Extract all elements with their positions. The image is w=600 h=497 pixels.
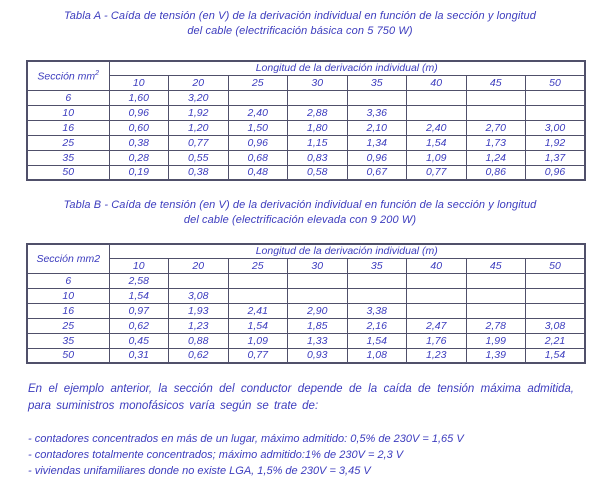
length-column-value-header: 20 — [169, 75, 229, 90]
bullet-line: - contadores totalmente concentrados; máximo admitido:1% de 230V = 2,3 V — [28, 449, 404, 461]
table-row — [27, 273, 585, 288]
table-a-title-line2: del cable (electrificación básica con 5 750 W) — [187, 25, 413, 37]
voltage-drop-cell: 2,78 — [466, 318, 526, 333]
voltage-drop-cell — [466, 273, 526, 288]
voltage-drop-cell — [347, 90, 407, 105]
section-cell: 50 — [27, 348, 109, 363]
voltage-drop-cell — [407, 273, 467, 288]
voltage-drop-cell — [228, 288, 288, 303]
table-row — [27, 135, 585, 150]
section-cell: 16 — [27, 303, 109, 318]
section-cell: 6 — [27, 273, 109, 288]
voltage-drop-cell — [347, 273, 407, 288]
voltage-drop-cell — [288, 288, 348, 303]
voltage-drop-cell: 1,09 — [407, 150, 467, 165]
voltage-drop-cell — [526, 273, 586, 288]
voltage-drop-cell: 2,40 — [407, 120, 467, 135]
section-cell: 25 — [27, 318, 109, 333]
table-b-body — [27, 273, 585, 363]
voltage-drop-cell — [407, 105, 467, 120]
voltage-drop-cell: 2,41 — [228, 303, 288, 318]
length-column-value-header: 10 — [109, 258, 169, 273]
voltage-drop-cell: 0,38 — [169, 165, 229, 180]
voltage-drop-cell: 1,54 — [228, 318, 288, 333]
voltage-drop-cell: 0,96 — [347, 150, 407, 165]
length-column-value-header: 40 — [407, 75, 467, 90]
table-a-title — [0, 0, 600, 39]
voltage-drop-cell: 1,76 — [407, 333, 467, 348]
table-row — [27, 288, 585, 303]
voltage-drop-cell: 1,85 — [288, 318, 348, 333]
table-row — [27, 150, 585, 165]
voltage-drop-cell — [526, 288, 586, 303]
length-column-value-header: 30 — [288, 258, 348, 273]
voltage-drop-cell: 1,50 — [228, 120, 288, 135]
section-header-sup: 2 — [95, 69, 100, 77]
length-column-value-header: 35 — [347, 75, 407, 90]
voltage-drop-cell: 3,36 — [347, 105, 407, 120]
voltage-drop-cell: 1,34 — [347, 135, 407, 150]
voltage-drop-cell: 1,54 — [347, 333, 407, 348]
voltage-drop-cell: 3,00 — [526, 120, 586, 135]
voltage-drop-cell — [228, 273, 288, 288]
voltage-drop-cell: 1,54 — [407, 135, 467, 150]
voltage-drop-cell: 3,08 — [526, 318, 586, 333]
length-column-value-header: 25 — [228, 258, 288, 273]
length-column-value-header: 45 — [466, 75, 526, 90]
voltage-drop-cell: 0,86 — [466, 165, 526, 180]
table-b-header-row1 — [27, 244, 585, 258]
voltage-drop-cell: 0,93 — [288, 348, 348, 363]
notes-paragraph: En el ejemplo anterior, la sección del conductor depende de la caída de tensión máxima admitida, para suministros monofásicos varía según se trate de: — [28, 383, 574, 412]
voltage-drop-cell — [526, 105, 586, 120]
table-b-title-line1: Tabla B - Caída de tensión (en V) de la derivación individual en función de la sección y longitud — [63, 199, 537, 211]
length-column-header: Longitud de la derivación individual (m) — [109, 244, 585, 258]
voltage-drop-cell: 2,10 — [347, 120, 407, 135]
section-column-header — [27, 61, 109, 90]
table-a-body — [27, 90, 585, 180]
section-header-label: Sección mm2 — [36, 252, 101, 265]
voltage-drop-cell: 2,58 — [109, 273, 169, 288]
voltage-drop-cell: 0,60 — [109, 120, 169, 135]
voltage-drop-cell: 0,58 — [288, 165, 348, 180]
table-a — [26, 60, 586, 181]
voltage-drop-cell: 1,39 — [466, 348, 526, 363]
section-cell: 10 — [27, 288, 109, 303]
section-cell: 35 — [27, 333, 109, 348]
voltage-drop-cell: 0,67 — [347, 165, 407, 180]
voltage-drop-cell: 0,62 — [169, 348, 229, 363]
table-row — [27, 318, 585, 333]
table-row — [27, 90, 585, 105]
length-column-value-header: 45 — [466, 258, 526, 273]
voltage-drop-cell: 1,60 — [109, 90, 169, 105]
length-column-value-header: 35 — [347, 258, 407, 273]
table-row — [27, 105, 585, 120]
voltage-drop-cell: 0,77 — [407, 165, 467, 180]
table-b — [26, 243, 586, 364]
voltage-drop-cell — [169, 273, 229, 288]
voltage-drop-cell: 1,23 — [169, 318, 229, 333]
voltage-drop-cell: 0,48 — [228, 165, 288, 180]
table-row — [27, 348, 585, 363]
voltage-drop-cell — [526, 90, 586, 105]
table-a-header-row2 — [27, 75, 585, 90]
table-a-header-row1 — [27, 61, 585, 75]
table-b-title — [0, 198, 600, 228]
voltage-drop-cell: 0,96 — [109, 105, 169, 120]
voltage-drop-cell: 0,97 — [109, 303, 169, 318]
voltage-drop-cell: 1,37 — [526, 150, 586, 165]
voltage-drop-cell: 2,40 — [228, 105, 288, 120]
voltage-drop-cell — [407, 303, 467, 318]
voltage-drop-cell: 2,70 — [466, 120, 526, 135]
voltage-drop-cell: 2,21 — [526, 333, 586, 348]
length-column-value-header: 10 — [109, 75, 169, 90]
voltage-drop-cell: 1,24 — [466, 150, 526, 165]
section-cell: 16 — [27, 120, 109, 135]
voltage-drop-cell: 1,99 — [466, 333, 526, 348]
voltage-drop-cell: 2,88 — [288, 105, 348, 120]
voltage-drop-cell: 3,38 — [347, 303, 407, 318]
voltage-drop-cell — [466, 90, 526, 105]
voltage-drop-cell: 0,45 — [109, 333, 169, 348]
length-column-value-header: 30 — [288, 75, 348, 90]
voltage-drop-cell: 3,08 — [169, 288, 229, 303]
voltage-drop-cell: 0,31 — [109, 348, 169, 363]
voltage-drop-cell: 0,55 — [169, 150, 229, 165]
section-column-header — [27, 244, 109, 273]
length-column-value-header: 25 — [228, 75, 288, 90]
table-b-header-row2 — [27, 258, 585, 273]
bullet-line: - contadores concentrados en más de un lugar, máximo admitido: 0,5% de 230V = 1,65 V — [28, 433, 464, 445]
voltage-drop-cell: 0,96 — [526, 165, 586, 180]
voltage-drop-cell — [347, 288, 407, 303]
voltage-drop-cell: 1,20 — [169, 120, 229, 135]
voltage-drop-cell: 0,19 — [109, 165, 169, 180]
voltage-drop-cell: 0,28 — [109, 150, 169, 165]
voltage-drop-cell: 1,73 — [466, 135, 526, 150]
table-b-header — [27, 244, 585, 273]
table-a-header — [27, 61, 585, 90]
voltage-drop-cell: 1,80 — [288, 120, 348, 135]
voltage-drop-cell — [466, 288, 526, 303]
voltage-drop-cell — [407, 288, 467, 303]
voltage-drop-cell — [466, 105, 526, 120]
voltage-drop-cell: 0,77 — [228, 348, 288, 363]
voltage-drop-cell: 0,38 — [109, 135, 169, 150]
voltage-drop-cell: 0,62 — [109, 318, 169, 333]
voltage-drop-cell: 0,68 — [228, 150, 288, 165]
table-b-title-line2: del cable (electrificación elevada con 9 200 W) — [183, 214, 417, 226]
section-header-label: Sección mm — [37, 70, 96, 82]
voltage-drop-cell: 2,90 — [288, 303, 348, 318]
voltage-drop-cell — [288, 273, 348, 288]
voltage-drop-cell: 1,08 — [347, 348, 407, 363]
voltage-drop-cell: 0,83 — [288, 150, 348, 165]
voltage-drop-cell: 1,23 — [407, 348, 467, 363]
voltage-drop-cell: 1,93 — [169, 303, 229, 318]
length-column-value-header: 40 — [407, 258, 467, 273]
section-cell: 25 — [27, 135, 109, 150]
length-column-value-header: 50 — [526, 258, 586, 273]
voltage-drop-cell: 0,88 — [169, 333, 229, 348]
voltage-drop-cell: 1,33 — [288, 333, 348, 348]
bullet-line: - viviendas unifamiliares donde no existe LGA, 1,5% de 230V = 3,45 V — [28, 465, 371, 477]
notes-bullets — [28, 431, 600, 479]
voltage-drop-cell — [526, 303, 586, 318]
length-column-value-header: 20 — [169, 258, 229, 273]
table-row — [27, 333, 585, 348]
voltage-drop-cell: 0,96 — [228, 135, 288, 150]
voltage-drop-cell: 1,92 — [526, 135, 586, 150]
voltage-drop-cell: 2,16 — [347, 318, 407, 333]
table-row — [27, 165, 585, 180]
voltage-drop-cell: 1,09 — [228, 333, 288, 348]
voltage-drop-cell — [228, 90, 288, 105]
voltage-drop-cell: 0,77 — [169, 135, 229, 150]
voltage-drop-cell: 1,92 — [169, 105, 229, 120]
voltage-drop-cell: 3,20 — [169, 90, 229, 105]
length-column-value-header: 50 — [526, 75, 586, 90]
length-column-header: Longitud de la derivación individual (m) — [109, 61, 585, 75]
section-cell: 50 — [27, 165, 109, 180]
voltage-drop-cell — [407, 90, 467, 105]
voltage-drop-cell: 1,54 — [526, 348, 586, 363]
section-cell: 10 — [27, 105, 109, 120]
table-row — [27, 120, 585, 135]
voltage-drop-cell: 2,47 — [407, 318, 467, 333]
voltage-drop-cell: 1,54 — [109, 288, 169, 303]
voltage-drop-cell: 1,15 — [288, 135, 348, 150]
section-cell: 35 — [27, 150, 109, 165]
voltage-drop-cell — [288, 90, 348, 105]
voltage-drop-cell — [466, 303, 526, 318]
table-row — [27, 303, 585, 318]
section-cell: 6 — [27, 90, 109, 105]
table-a-title-line1: Tabla A - Caída de tensión (en V) de la derivación individual en función de la sección y longitud — [64, 10, 536, 22]
